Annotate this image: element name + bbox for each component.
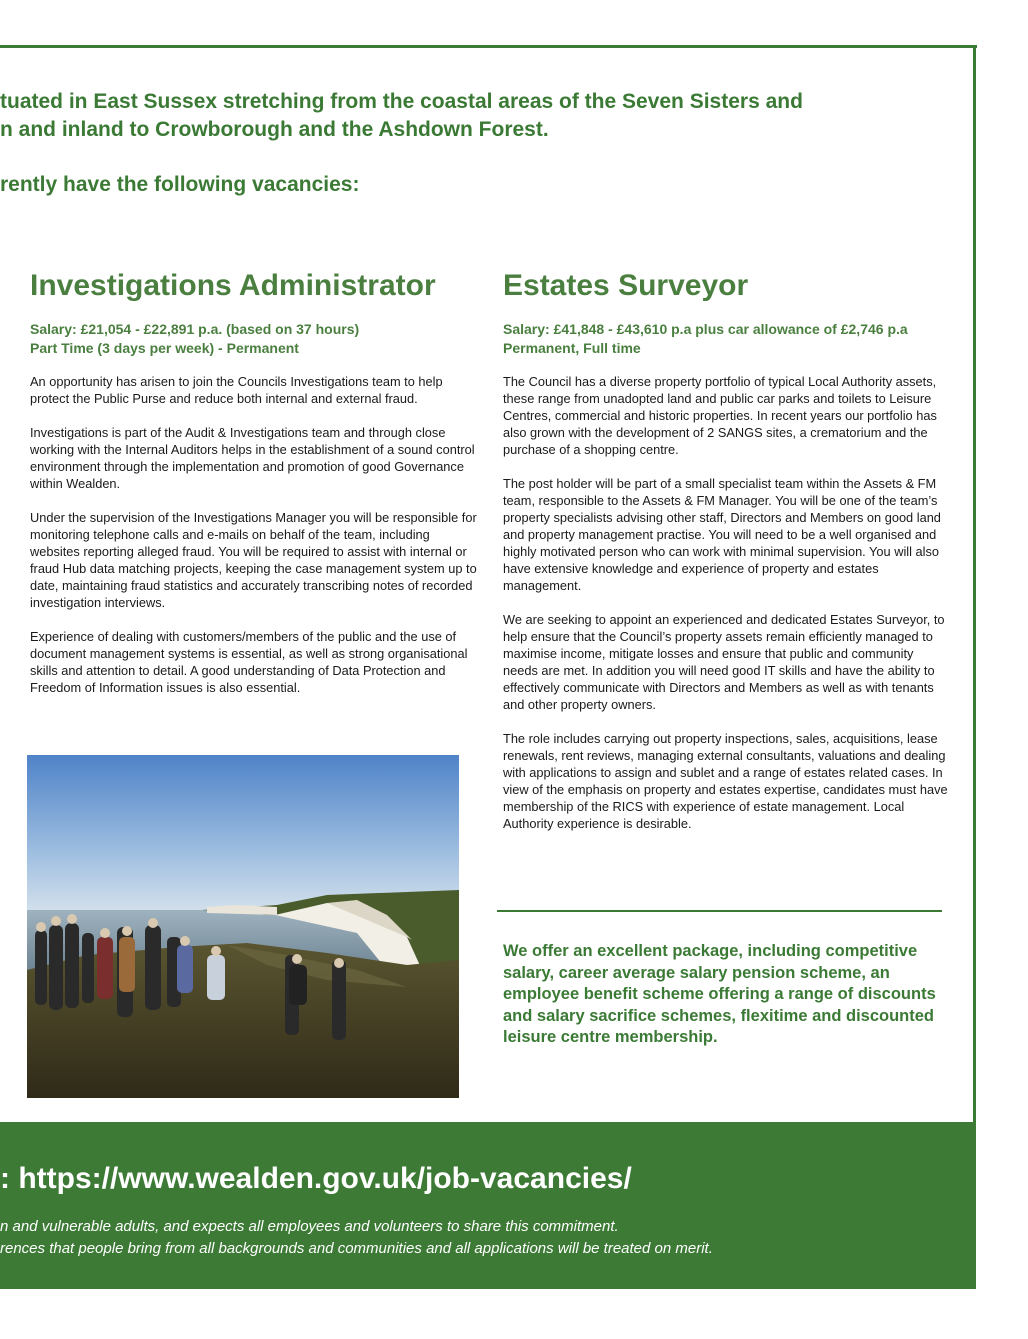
job-vacancies-link[interactable]: : https://www.wealden.gov.uk/job-vacancies/ <box>0 1162 632 1195</box>
section-divider <box>497 910 942 912</box>
intro-line-2: n and inland to Crowborough and the Ashdown Forest. <box>0 118 549 141</box>
description-paragraph: An opportunity has arisen to join the Councils Investigations team to help protect the Public Purse and reduce both internal and external fraud. <box>30 374 443 406</box>
job-description-estates-surveyor <box>503 373 948 832</box>
frame-border-top <box>0 45 977 48</box>
job-salary-investigations-administrator <box>30 320 359 358</box>
benefits-offer-text: We offer an excellent package, including competitive salary, career average salary pension scheme, an employee benefit scheme offering a range of discounts and salary sacrifice schemes, flexitime and discounted leisure centre membership. <box>503 942 936 1047</box>
job-salary-estates-surveyor <box>503 320 908 358</box>
description-paragraph: We are seeking to appoint an experienced and dedicated Estates Surveyor, to help ensure that the Council’s property assets remain efficiently managed to maximise income, mitigate losses and ensure that public and community needs are met. In addition you will need good IT skills and have the ability to effectively communicate with Directors and Members as well as with tenants and other property owners. <box>503 612 945 712</box>
equality-statement: rences that people bring from all backgrounds and communities and all applications will be treated on merit. <box>0 1240 713 1257</box>
description-paragraph: Investigations is part of the Audit & Investigations team and through close working with the Internal Auditors helps in the establishment of a sound control environment through the implementation and promotion of good Governance within Wealden. <box>30 425 475 491</box>
job-title-estates-surveyor: Estates Surveyor <box>503 269 749 302</box>
footer-banner <box>0 1122 976 1289</box>
vacancies-heading: rently have the following vacancies: <box>0 173 360 196</box>
contract-line: Permanent, Full time <box>503 340 641 356</box>
job-title-investigations-administrator: Investigations Administrator <box>30 269 436 302</box>
description-paragraph: The post holder will be part of a small specialist team within the Assets & FM team, responsible to the Assets & FM Manager. You will be one of the team’s property specialists advising other staff, Directors and Members on good land and property management practise. You will need to be a well organised and highly motivated person who can work with minimal supervision. You will also have extensive knowledge and experience of property and estates management. <box>503 476 941 593</box>
description-paragraph: Experience of dealing with customers/members of the public and the use of document management systems is essential, as well as strong organisational skills and attention to detail. A good understanding of Data Protection and Freedom of Information issues is also essential. <box>30 629 468 695</box>
intro-line-1: tuated in East Sussex stretching from the coastal areas of the Seven Sisters and <box>0 90 803 113</box>
description-paragraph: Under the supervision of the Investigations Manager you will be responsible for monitoring telephone calls and e-mails on behalf of the team, including websites reporting alleged fraud. You will be required to assist with internal or fraud Hub data matching projects, keeping the case management system up to date, maintaining fraud statistics and accurately transcribing notes of recorded investigation interviews. <box>30 510 477 610</box>
description-paragraph: The Council has a diverse property portfolio of typical Local Authority assets, these range from unadopted land and public car parks and toilets to Leisure Centres, commercial and historic properties. In recent years our portfolio has also grown with the development of 2 SANGS sites, a crematorium and the purchase of a shopping centre. <box>503 374 937 457</box>
contract-line: Part Time (3 days per week) - Permanent <box>30 340 299 356</box>
salary-line: Salary: £41,848 - £43,610 p.a plus car allowance of £2,746 p.a <box>503 321 908 337</box>
frame-border-right <box>973 45 976 1123</box>
seven-sisters-walkers-photo <box>27 755 459 1098</box>
salary-line: Salary: £21,054 - £22,891 p.a. (based on 37 hours) <box>30 321 360 337</box>
intro-text <box>0 88 960 199</box>
job-description-investigations-administrator <box>30 373 478 696</box>
description-paragraph: The role includes carrying out property inspections, sales, acquisitions, lease renewals, rent reviews, managing external consultants, valuations and dealing with applications to assign and sublet and a range of estates related cases. In view of the emphasis on property and estates expertise, candidates must have membership of the RICS with experience of estate management. Local Authority experience is desirable. <box>503 731 948 831</box>
safeguarding-statement: n and vulnerable adults, and expects all employees and volunteers to share this commitment. <box>0 1218 619 1235</box>
